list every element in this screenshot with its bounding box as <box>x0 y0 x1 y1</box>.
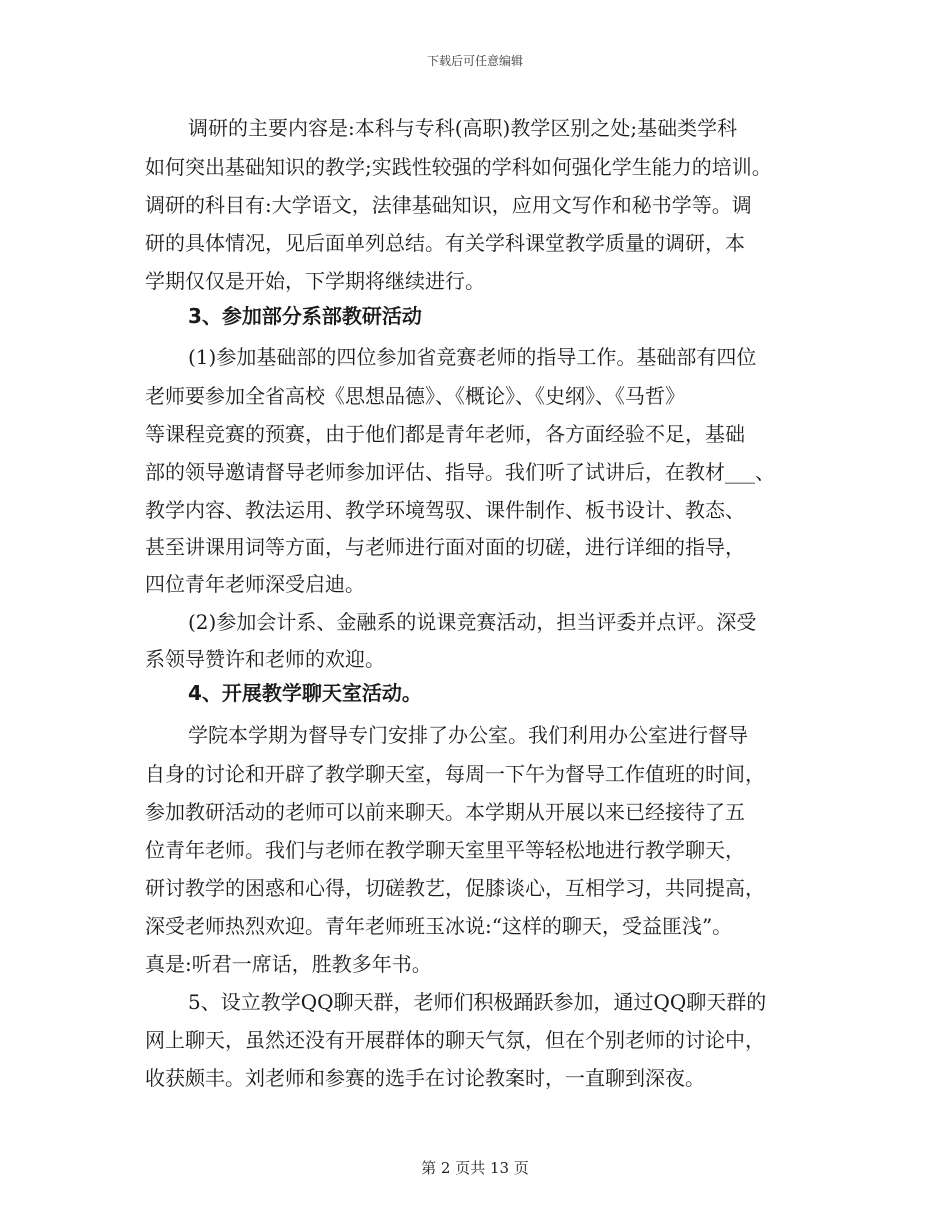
paragraph-line: 研讨教学的困惑和心得，切磋教艺，促膝谈心，互相学习，共同提高， <box>145 876 765 900</box>
paragraph-line: 部的领导邀请督导老师参加评估、指导。我们听了试讲后，在教材___、 <box>145 460 775 484</box>
section-heading: 4、开展教学聊天室活动。 <box>188 681 422 705</box>
page-header: 下载后可任意编辑 <box>426 54 523 68</box>
paragraph-line: 深受老师热烈欢迎。青年老师班玉冰说:“这样的聊天，受益匪浅”。 <box>145 914 733 938</box>
paragraph-line: 自身的讨论和开辟了教学聊天室，每周一下午为督导工作值班的时间， <box>145 762 765 786</box>
paragraph-line: 系领导赞许和老师的欢迎。 <box>145 647 385 671</box>
paragraph-line: (1)参加基础部的四位参加省竞赛老师的指导工作。基础部有四位 <box>188 345 757 369</box>
paragraph-line: 老师要参加全省高校《思想品德》、《概论》、《史纲》、《马哲》 <box>145 384 685 408</box>
paragraph-line: 教学内容、教法运用、教学环境驾驭、课件制作、板书设计、教态、 <box>145 498 745 522</box>
page-footer: 第 2 页共 13 页 <box>421 1159 529 1177</box>
paragraph-line: 5、设立教学QQ聊天群，老师们积极踊跃参加，通过QQ聊天群的 <box>188 990 767 1014</box>
paragraph-line: (2)参加会计系、金融系的说课竞赛活动，担当评委并点评。深受 <box>188 610 757 634</box>
paragraph-line: 等课程竞赛的预赛，由于他们都是青年老师，各方面经验不足，基础 <box>145 422 745 446</box>
paragraph-line: 四位青年老师深受启迪。 <box>145 572 365 596</box>
paragraph-line: 甚至讲课用词等方面，与老师进行面对面的切磋，进行详细的指导， <box>145 535 745 559</box>
paragraph-line: 真是:听君一席话，胜教多年书。 <box>145 952 432 976</box>
paragraph-line: 学期仅仅是开始，下学期将继续进行。 <box>145 269 485 293</box>
paragraph-line: 位青年老师。我们与老师在教学聊天室里平等轻松地进行教学聊天， <box>145 838 745 862</box>
paragraph-line: 学院本学期为督导专门安排了办公室。我们利用办公室进行督导 <box>188 723 748 747</box>
paragraph-line: 收获颇丰。刘老师和参赛的选手在讨论教案时，一直聊到深夜。 <box>145 1066 705 1090</box>
paragraph-line: 网上聊天，虽然还没有开展群体的聊天气氛，但在个别老师的讨论中， <box>145 1028 765 1052</box>
paragraph-line: 如何突出基础知识的教学;实践性较强的学科如何强化学生能力的培训。 <box>145 155 772 179</box>
section-heading: 3、参加部分系部教研活动 <box>188 304 422 328</box>
paragraph-line: 参加教研活动的老师可以前来聊天。本学期从开展以来已经接待了五 <box>145 800 745 824</box>
paragraph-line: 调研的主要内容是:本科与专科(高职)教学区别之处;基础类学科 <box>188 116 738 140</box>
paragraph-line: 研的具体情况，见后面单列总结。有关学科课堂教学质量的调研，本 <box>145 231 745 255</box>
paragraph-line: 调研的科目有:大学语文，法律基础知识，应用文写作和秘书学等。调 <box>145 193 752 217</box>
